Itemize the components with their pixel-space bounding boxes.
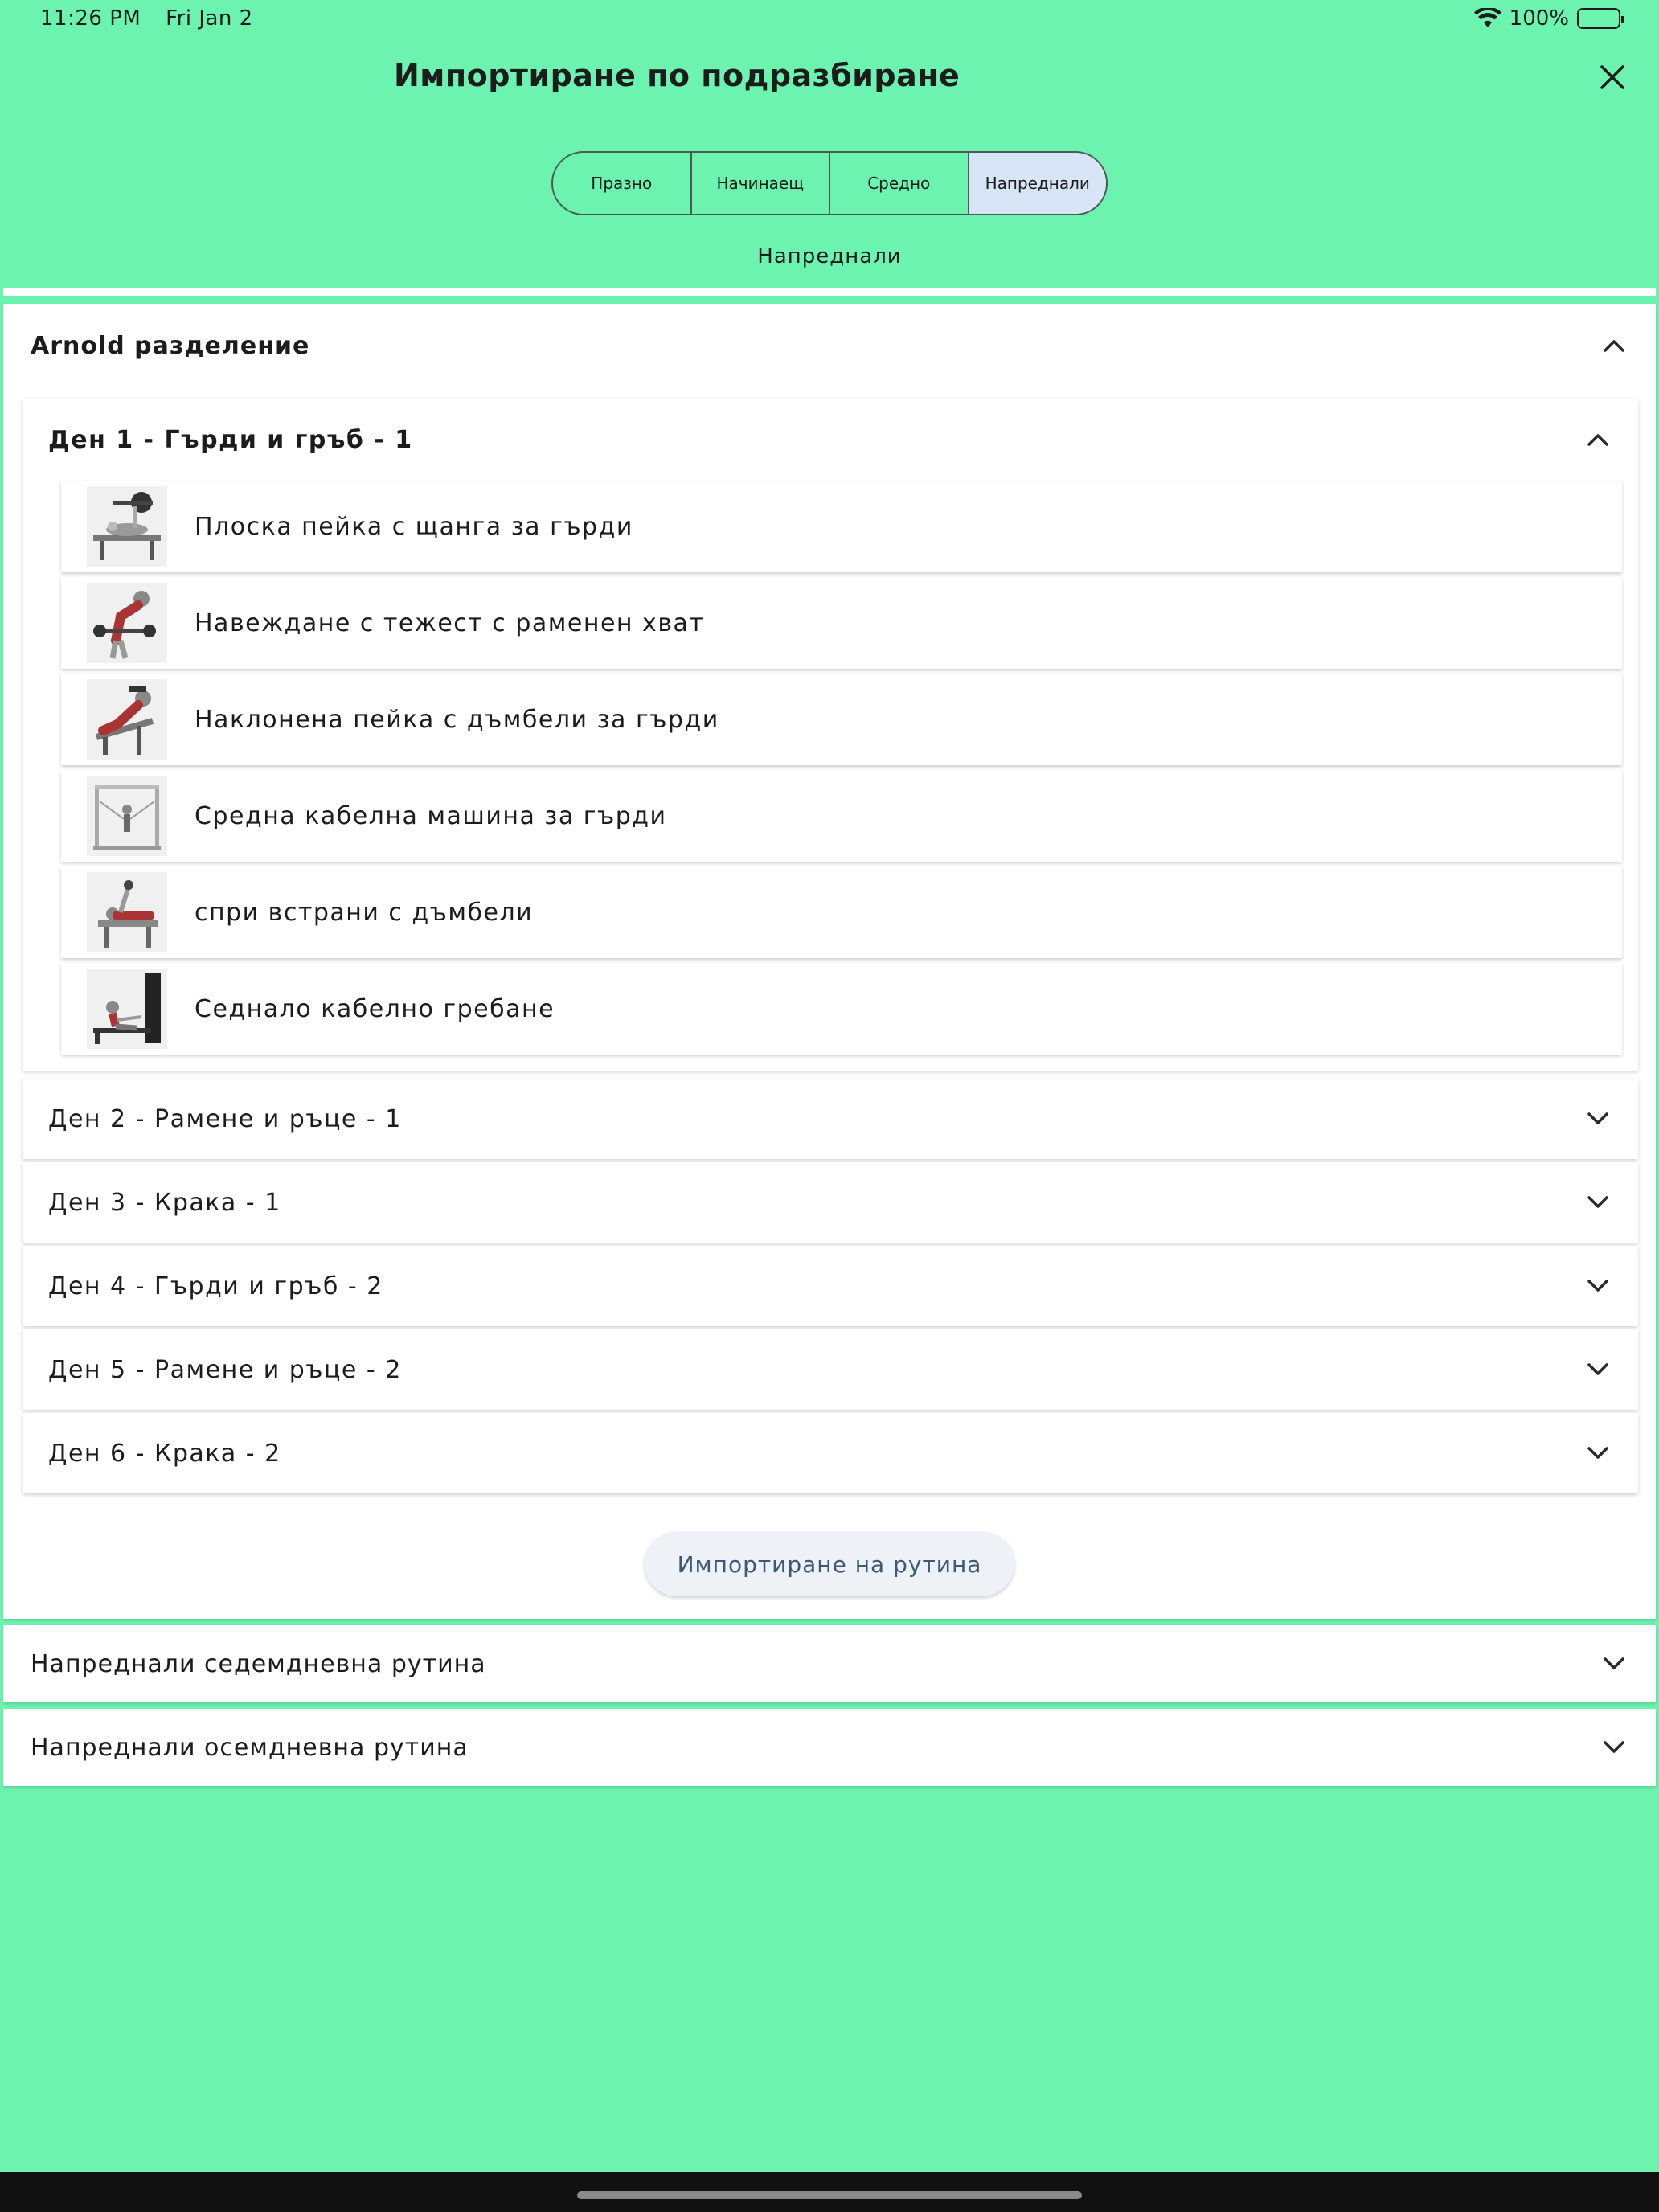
day-card-6[interactable] [23,1413,1638,1493]
exercise-name: Плоска пейка с щанга за гърди [195,512,633,541]
exercise-name: Средна кабелна машина за гърди [195,801,667,830]
exercise-name: Седнало кабелно гребане [195,994,555,1023]
status-indicators [1474,6,1620,31]
exercise-item[interactable] [61,963,1622,1055]
routine-card-arnold [3,304,1656,1619]
status-time-date [40,6,271,31]
routine-card-eight-day[interactable] [3,1709,1656,1786]
chevron-down-icon[interactable] [1583,1272,1612,1301]
exercise-name: спри встрани с дъмбели [195,898,534,927]
battery-percent: 100% [1509,6,1569,31]
routine-title: Напреднали осемдневна рутина [31,1733,469,1762]
exercise-item[interactable] [61,674,1622,765]
routine-title: Напреднали седемдневна рутина [31,1649,486,1678]
day-title: Ден 4 - Гърди и гръб - 2 [48,1272,383,1301]
status-date: Fri Jan 2 [166,6,253,31]
exercise-item[interactable] [61,481,1622,572]
exercise-thumbnail [87,486,167,567]
chevron-up-icon[interactable] [1583,425,1612,454]
day-header-2[interactable] [23,1079,1638,1159]
exercise-thumbnail [87,969,167,1049]
day-card-5[interactable] [23,1329,1638,1410]
chevron-down-icon[interactable] [1583,1439,1612,1468]
day-header-3[interactable] [23,1162,1638,1243]
level-segmented-control [551,151,1108,215]
exercise-item[interactable] [61,577,1622,669]
day-header-1[interactable] [23,399,1638,481]
exercise-thumbnail [87,872,167,952]
routine-header-seven-day[interactable] [3,1625,1656,1702]
exercise-item[interactable] [61,866,1622,958]
segment-empty[interactable]: Празно [553,153,692,214]
day-card-1 [23,399,1638,1071]
routine-header-arnold[interactable] [3,304,1656,387]
exercise-item[interactable] [61,770,1622,862]
chevron-down-icon[interactable] [1600,1733,1628,1762]
routine-header-eight-day[interactable] [3,1709,1656,1786]
day-title: Ден 6 - Крака - 2 [48,1439,281,1468]
chevron-down-icon[interactable] [1583,1188,1612,1217]
exercise-thumbnail [87,679,167,760]
exercise-thumbnail [87,583,167,663]
page-title: Импортиране по подразбиране [394,58,961,93]
exercise-name: Навеждане с тежест с раменен хват [195,608,705,637]
day-card-3[interactable] [23,1162,1638,1243]
day-title: Ден 3 - Крака - 1 [48,1188,281,1217]
status-bar [0,0,1659,39]
segment-advanced[interactable]: Напреднали [969,153,1107,214]
chevron-down-icon[interactable] [1583,1355,1612,1384]
day-header-4[interactable] [23,1246,1638,1326]
exercise-thumbnail [87,776,167,856]
chevron-down-icon[interactable] [1600,1649,1628,1678]
segment-beginner[interactable]: Начинаещ [692,153,831,214]
day-title: Ден 2 - Рамене и ръце - 1 [48,1104,402,1133]
home-bar-area [0,2172,1659,2212]
status-time: 11:26 PM [40,6,141,31]
selected-level-label: Напреднали [757,244,902,268]
day-title: Ден 1 - Гърди и гръб - 1 [48,425,413,454]
chevron-up-icon[interactable] [1600,331,1628,360]
day-header-6[interactable] [23,1413,1638,1493]
day-title: Ден 5 - Рамене и ръце - 2 [48,1355,402,1384]
segment-intermediate[interactable]: Средно [830,153,969,214]
battery-icon [1577,8,1620,29]
close-button[interactable] [1595,59,1630,95]
day-card-2[interactable] [23,1079,1638,1159]
home-indicator[interactable] [577,2191,1082,2199]
day-card-4[interactable] [23,1246,1638,1326]
routine-card-seven-day[interactable] [3,1625,1656,1702]
import-routine-button[interactable]: Импортиране на рутина [645,1532,1014,1596]
wifi-icon [1474,8,1501,29]
chevron-down-icon[interactable] [1583,1104,1612,1133]
routine-title: Arnold разделение [31,331,310,360]
day-header-5[interactable] [23,1329,1638,1410]
close-icon[interactable] [1600,64,1625,90]
exercise-name: Наклонена пейка с дъмбели за гърди [195,705,719,734]
divider [3,288,1656,296]
